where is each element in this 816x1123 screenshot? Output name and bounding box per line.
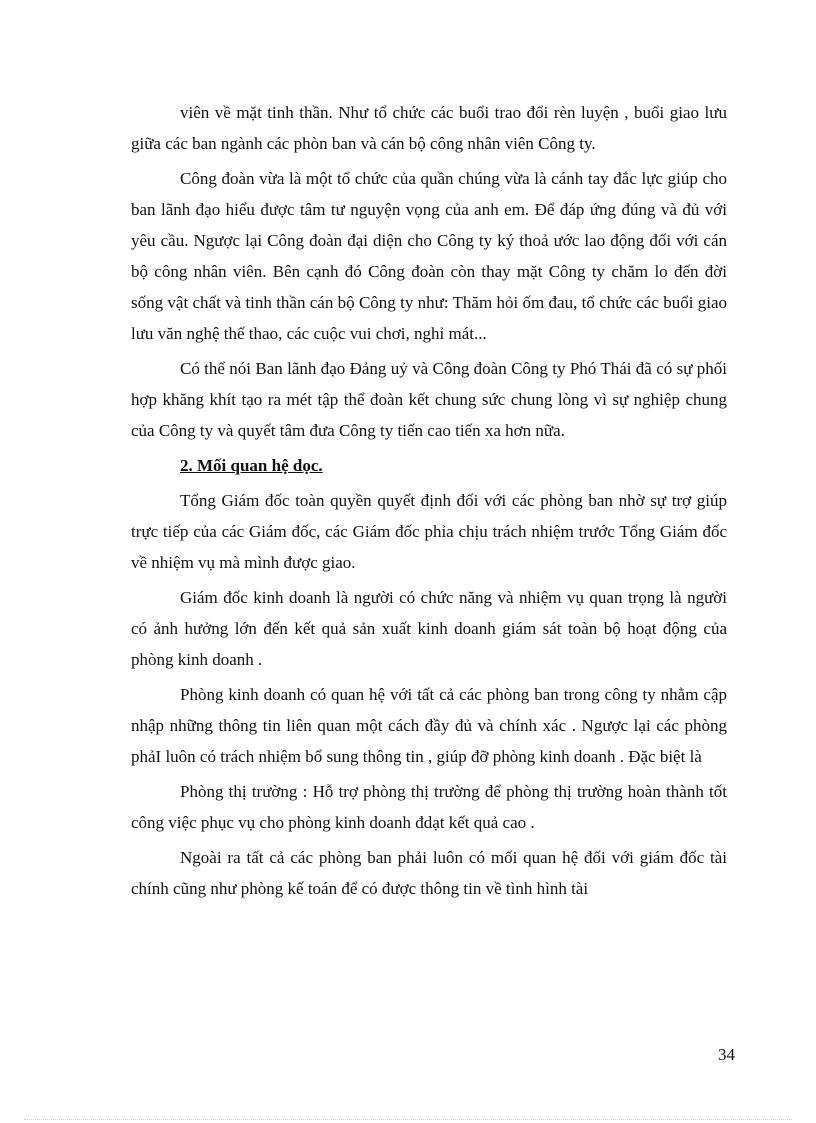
section-paragraph-3: Phòng kinh doanh có quan hệ với tất cả các phòng ban trong công ty nhằm cập nhập những thông tin liên quan một cách đầy đủ và chính xác . Ngược lại các phòng phảI luôn có trách nhiệm bổ sung thông tin , giúp đỡ phòng kinh doanh . Đặc biệt là	[131, 685, 727, 766]
section-paragraph-2: Giám đốc kinh doanh là người có chức năng và nhiệm vụ quan trọng là người có ảnh hưởng lớn đến kết quả sản xuất kinh doanh giám sát toàn bộ hoạt động của phòng kinh doanh .	[131, 588, 727, 669]
paragraph-2: Công đoàn vừa là một tổ chức của quần chúng vừa là cánh tay đắc lực giúp cho ban lãnh đạo hiểu được tâm tư nguyện vọng của anh em. Để đáp ứng đúng và đủ với yêu cầu. Ngược lại Công đoàn đại diện cho Công ty ký thoả ước lao động đối với cán bộ công nhân viên. Bên cạnh đó Công đoàn còn thay mặt Công ty chăm lo đến đời sống vật chất và tinh thần cán bộ Công ty như: Thăm hỏi ốm đau, tổ chức các buổi giao lưu văn nghệ thể thao, các cuộc vui chơi, nghỉ mát...	[131, 169, 727, 343]
section-paragraph-1: Tổng Giám đốc toàn quyền quyết định đối với các phòng ban nhờ sự trợ giúp trực tiếp của các Giám đốc, các Giám đốc phỉa chịu trách nhiệm trước Tổng Giám đốc về nhiệm vụ mà mình được giao.	[131, 491, 727, 572]
page-bottom-divider	[24, 1119, 792, 1120]
section-paragraph-4: Phòng thị trường : Hỗ trợ phòng thị trường để phòng thị trường hoàn thành tốt công việc phục vụ cho phòng kinh doanh đdạt kết quả cao .	[131, 782, 727, 832]
section-heading: 2. Mối quan hệ dọc.	[180, 456, 323, 475]
paragraph-3: Có thể nói Ban lãnh đạo Đảng uỷ và Công đoàn Công ty Phó Thái đã có sự phối hợp khăng khít tạo ra mét tập thể đoàn kết chung sức chung lòng vì sự nghiệp chung của Công ty và quyết tâm đưa Công ty tiến cao tiến xa hơn nữa.	[131, 359, 727, 440]
page-number: 34	[718, 1045, 735, 1064]
section-paragraph-5: Ngoài ra tất cả các phòng ban phải luôn có mối quan hệ đối với giám đốc tài chính cũng như phòng kế toán để có được thông tin về tình hình tài	[131, 848, 727, 898]
document-body	[131, 97, 727, 904]
paragraph-1: viên về mặt tinh thần. Như tổ chức các buổi trao đổi rèn luyện , buổi giao lưu giữa các ban ngành các phòn ban và cán bộ công nhân viên Công ty.	[131, 103, 727, 153]
